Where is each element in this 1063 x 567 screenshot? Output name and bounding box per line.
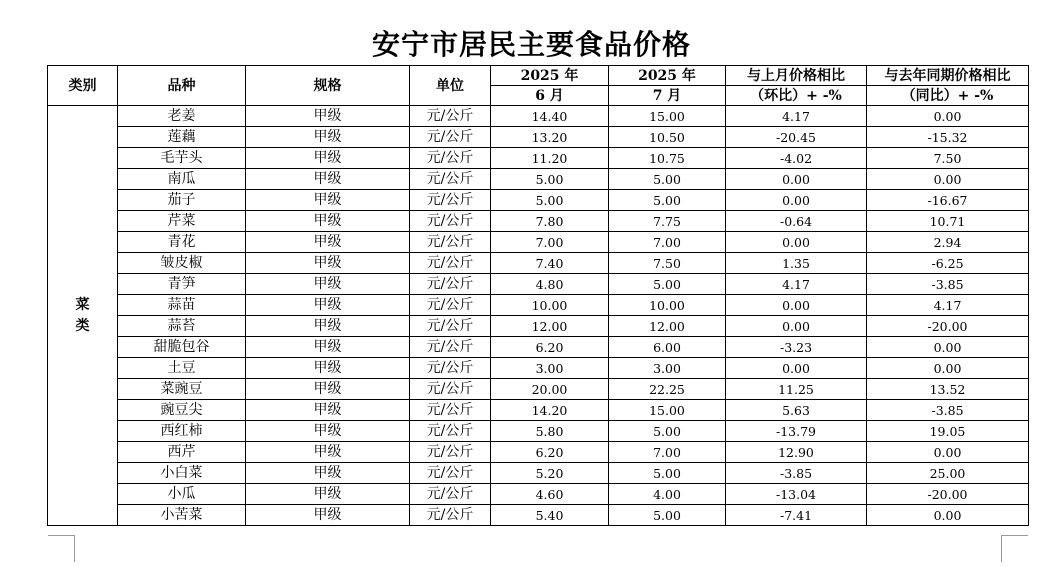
header-variety: 品种 xyxy=(118,66,246,106)
cell-mom-change: 0.00 xyxy=(726,295,867,316)
cell-july-price: 10.50 xyxy=(609,127,726,148)
cell-june-price: 13.20 xyxy=(491,127,609,148)
header-yoy-line1: 与去年同期价格相比 xyxy=(867,66,1029,86)
cell-mom-change: 12.90 xyxy=(726,442,867,463)
cell-variety: 小苦菜 xyxy=(118,505,246,526)
cell-spec: 甲级 xyxy=(246,358,410,379)
cell-unit: 元/公斤 xyxy=(410,484,491,505)
table-header xyxy=(48,66,1029,106)
cell-mom-change: 5.63 xyxy=(726,400,867,421)
cell-variety: 毛芋头 xyxy=(118,148,246,169)
cell-mom-change: -0.64 xyxy=(726,211,867,232)
page-title: 安宁市居民主要食品价格 xyxy=(371,28,691,61)
cell-july-price: 5.00 xyxy=(609,169,726,190)
cell-spec: 甲级 xyxy=(246,421,410,442)
cell-variety: 老姜 xyxy=(118,106,246,127)
cell-unit: 元/公斤 xyxy=(410,253,491,274)
table-row xyxy=(48,211,1029,232)
cell-yoy-change: -15.32 xyxy=(867,127,1029,148)
cell-spec: 甲级 xyxy=(246,484,410,505)
cell-july-price: 6.00 xyxy=(609,337,726,358)
cell-mom-change: 1.35 xyxy=(726,253,867,274)
cell-june-price: 5.80 xyxy=(491,421,609,442)
cell-mom-change: -13.79 xyxy=(726,421,867,442)
category-cell xyxy=(48,106,118,526)
cell-unit: 元/公斤 xyxy=(410,148,491,169)
page-corner-mark-right xyxy=(1001,535,1028,562)
cell-july-price: 15.00 xyxy=(609,106,726,127)
cell-spec: 甲级 xyxy=(246,148,410,169)
cell-june-price: 5.40 xyxy=(491,505,609,526)
table-row xyxy=(48,295,1029,316)
cell-unit: 元/公斤 xyxy=(410,358,491,379)
header-yoy-line2: （同比）+ -% xyxy=(867,86,1029,106)
cell-july-price: 15.00 xyxy=(609,400,726,421)
cell-mom-change: 0.00 xyxy=(726,358,867,379)
cell-unit: 元/公斤 xyxy=(410,169,491,190)
cell-mom-change: -3.23 xyxy=(726,337,867,358)
cell-unit: 元/公斤 xyxy=(410,127,491,148)
category-label-line2: 类 xyxy=(75,317,90,334)
cell-mom-change: -3.85 xyxy=(726,463,867,484)
cell-yoy-change: 2.94 xyxy=(867,232,1029,253)
cell-spec: 甲级 xyxy=(246,253,410,274)
cell-unit: 元/公斤 xyxy=(410,421,491,442)
table-row xyxy=(48,463,1029,484)
header-category: 类别 xyxy=(48,66,118,106)
table-row xyxy=(48,190,1029,211)
cell-unit: 元/公斤 xyxy=(410,190,491,211)
cell-yoy-change: 4.17 xyxy=(867,295,1029,316)
cell-spec: 甲级 xyxy=(246,106,410,127)
cell-yoy-change: 10.71 xyxy=(867,211,1029,232)
cell-yoy-change: 0.00 xyxy=(867,442,1029,463)
cell-june-price: 14.40 xyxy=(491,106,609,127)
cell-july-price: 10.75 xyxy=(609,148,726,169)
cell-spec: 甲级 xyxy=(246,295,410,316)
cell-yoy-change: 7.50 xyxy=(867,148,1029,169)
cell-july-price: 5.00 xyxy=(609,274,726,295)
cell-yoy-change: 0.00 xyxy=(867,169,1029,190)
cell-july-price: 5.00 xyxy=(609,463,726,484)
cell-variety: 西芹 xyxy=(118,442,246,463)
table-row xyxy=(48,484,1029,505)
cell-mom-change: 4.17 xyxy=(726,274,867,295)
header-mom-line2: （环比）+ -% xyxy=(726,86,867,106)
cell-variety: 皱皮椒 xyxy=(118,253,246,274)
cell-spec: 甲级 xyxy=(246,190,410,211)
cell-yoy-change: -6.25 xyxy=(867,253,1029,274)
cell-spec: 甲级 xyxy=(246,400,410,421)
cell-july-price: 7.00 xyxy=(609,232,726,253)
cell-july-price: 5.00 xyxy=(609,421,726,442)
category-label-line1: 菜 xyxy=(75,296,90,313)
cell-yoy-change: -20.00 xyxy=(867,316,1029,337)
cell-spec: 甲级 xyxy=(246,505,410,526)
cell-unit: 元/公斤 xyxy=(410,463,491,484)
table-row xyxy=(48,274,1029,295)
cell-yoy-change: 0.00 xyxy=(867,106,1029,127)
cell-mom-change: 4.17 xyxy=(726,106,867,127)
cell-unit: 元/公斤 xyxy=(410,316,491,337)
cell-variety: 蒜苔 xyxy=(118,316,246,337)
cell-june-price: 7.00 xyxy=(491,232,609,253)
cell-june-price: 10.00 xyxy=(491,295,609,316)
cell-spec: 甲级 xyxy=(246,232,410,253)
cell-july-price: 3.00 xyxy=(609,358,726,379)
cell-variety: 南瓜 xyxy=(118,169,246,190)
price-table xyxy=(47,65,1029,526)
cell-variety: 茄子 xyxy=(118,190,246,211)
cell-yoy-change: -3.85 xyxy=(867,274,1029,295)
cell-yoy-change: 13.52 xyxy=(867,379,1029,400)
cell-yoy-change: 0.00 xyxy=(867,358,1029,379)
cell-june-price: 11.20 xyxy=(491,148,609,169)
table-row xyxy=(48,253,1029,274)
cell-spec: 甲级 xyxy=(246,442,410,463)
cell-unit: 元/公斤 xyxy=(410,274,491,295)
cell-mom-change: -13.04 xyxy=(726,484,867,505)
cell-spec: 甲级 xyxy=(246,379,410,400)
cell-july-price: 5.00 xyxy=(609,505,726,526)
cell-july-price: 7.50 xyxy=(609,253,726,274)
cell-june-price: 20.00 xyxy=(491,379,609,400)
cell-variety: 青花 xyxy=(118,232,246,253)
header-spec: 规格 xyxy=(246,66,410,106)
cell-yoy-change: 19.05 xyxy=(867,421,1029,442)
cell-june-price: 4.60 xyxy=(491,484,609,505)
header-unit: 单位 xyxy=(410,66,491,106)
table-row xyxy=(48,316,1029,337)
table-row xyxy=(48,232,1029,253)
cell-variety: 西红柿 xyxy=(118,421,246,442)
table-row xyxy=(48,505,1029,526)
cell-unit: 元/公斤 xyxy=(410,232,491,253)
cell-unit: 元/公斤 xyxy=(410,400,491,421)
cell-spec: 甲级 xyxy=(246,463,410,484)
cell-june-price: 5.20 xyxy=(491,463,609,484)
table-row xyxy=(48,400,1029,421)
cell-july-price: 7.00 xyxy=(609,442,726,463)
cell-june-price: 5.00 xyxy=(491,190,609,211)
table-row xyxy=(48,421,1029,442)
header-period1-month: 6 月 xyxy=(491,86,609,106)
cell-variety: 小瓜 xyxy=(118,484,246,505)
cell-spec: 甲级 xyxy=(246,274,410,295)
cell-variety: 莲藕 xyxy=(118,127,246,148)
cell-spec: 甲级 xyxy=(246,316,410,337)
header-period1-year: 2025 年 xyxy=(491,66,609,86)
cell-unit: 元/公斤 xyxy=(410,211,491,232)
cell-unit: 元/公斤 xyxy=(410,337,491,358)
cell-variety: 青笋 xyxy=(118,274,246,295)
header-mom-line1: 与上月价格相比 xyxy=(726,66,867,86)
cell-july-price: 7.75 xyxy=(609,211,726,232)
cell-june-price: 12.00 xyxy=(491,316,609,337)
cell-unit: 元/公斤 xyxy=(410,295,491,316)
table-body xyxy=(48,106,1029,526)
table-row xyxy=(48,106,1029,127)
cell-unit: 元/公斤 xyxy=(410,379,491,400)
cell-unit: 元/公斤 xyxy=(410,505,491,526)
cell-mom-change: -20.45 xyxy=(726,127,867,148)
cell-july-price: 12.00 xyxy=(609,316,726,337)
cell-spec: 甲级 xyxy=(246,127,410,148)
cell-mom-change: 0.00 xyxy=(726,190,867,211)
cell-july-price: 4.00 xyxy=(609,484,726,505)
cell-june-price: 4.80 xyxy=(491,274,609,295)
cell-yoy-change: -20.00 xyxy=(867,484,1029,505)
cell-yoy-change: 25.00 xyxy=(867,463,1029,484)
cell-mom-change: -4.02 xyxy=(726,148,867,169)
header-period2-year: 2025 年 xyxy=(609,66,726,86)
header-period2-month: 7 月 xyxy=(609,86,726,106)
cell-mom-change: 0.00 xyxy=(726,232,867,253)
cell-yoy-change: 0.00 xyxy=(867,337,1029,358)
cell-spec: 甲级 xyxy=(246,169,410,190)
cell-yoy-change: 0.00 xyxy=(867,505,1029,526)
cell-variety: 豌豆尖 xyxy=(118,400,246,421)
cell-june-price: 6.20 xyxy=(491,442,609,463)
table-row xyxy=(48,127,1029,148)
cell-june-price: 6.20 xyxy=(491,337,609,358)
cell-july-price: 5.00 xyxy=(609,190,726,211)
cell-variety: 蒜苗 xyxy=(118,295,246,316)
cell-variety: 土豆 xyxy=(118,358,246,379)
table-row xyxy=(48,337,1029,358)
cell-variety: 甜脆包谷 xyxy=(118,337,246,358)
cell-yoy-change: -3.85 xyxy=(867,400,1029,421)
cell-mom-change: 0.00 xyxy=(726,169,867,190)
cell-yoy-change: -16.67 xyxy=(867,190,1029,211)
cell-july-price: 10.00 xyxy=(609,295,726,316)
cell-june-price: 5.00 xyxy=(491,169,609,190)
cell-june-price: 7.80 xyxy=(491,211,609,232)
cell-unit: 元/公斤 xyxy=(410,106,491,127)
cell-july-price: 22.25 xyxy=(609,379,726,400)
cell-spec: 甲级 xyxy=(246,337,410,358)
cell-mom-change: 11.25 xyxy=(726,379,867,400)
cell-june-price: 14.20 xyxy=(491,400,609,421)
page-corner-mark-left xyxy=(48,535,75,562)
cell-june-price: 3.00 xyxy=(491,358,609,379)
table-row xyxy=(48,148,1029,169)
table-row xyxy=(48,442,1029,463)
table-row xyxy=(48,169,1029,190)
cell-mom-change: -7.41 xyxy=(726,505,867,526)
cell-variety: 芹菜 xyxy=(118,211,246,232)
cell-unit: 元/公斤 xyxy=(410,442,491,463)
table-row xyxy=(48,358,1029,379)
table-row xyxy=(48,379,1029,400)
cell-variety: 菜豌豆 xyxy=(118,379,246,400)
cell-mom-change: 0.00 xyxy=(726,316,867,337)
cell-spec: 甲级 xyxy=(246,211,410,232)
cell-variety: 小白菜 xyxy=(118,463,246,484)
cell-june-price: 7.40 xyxy=(491,253,609,274)
